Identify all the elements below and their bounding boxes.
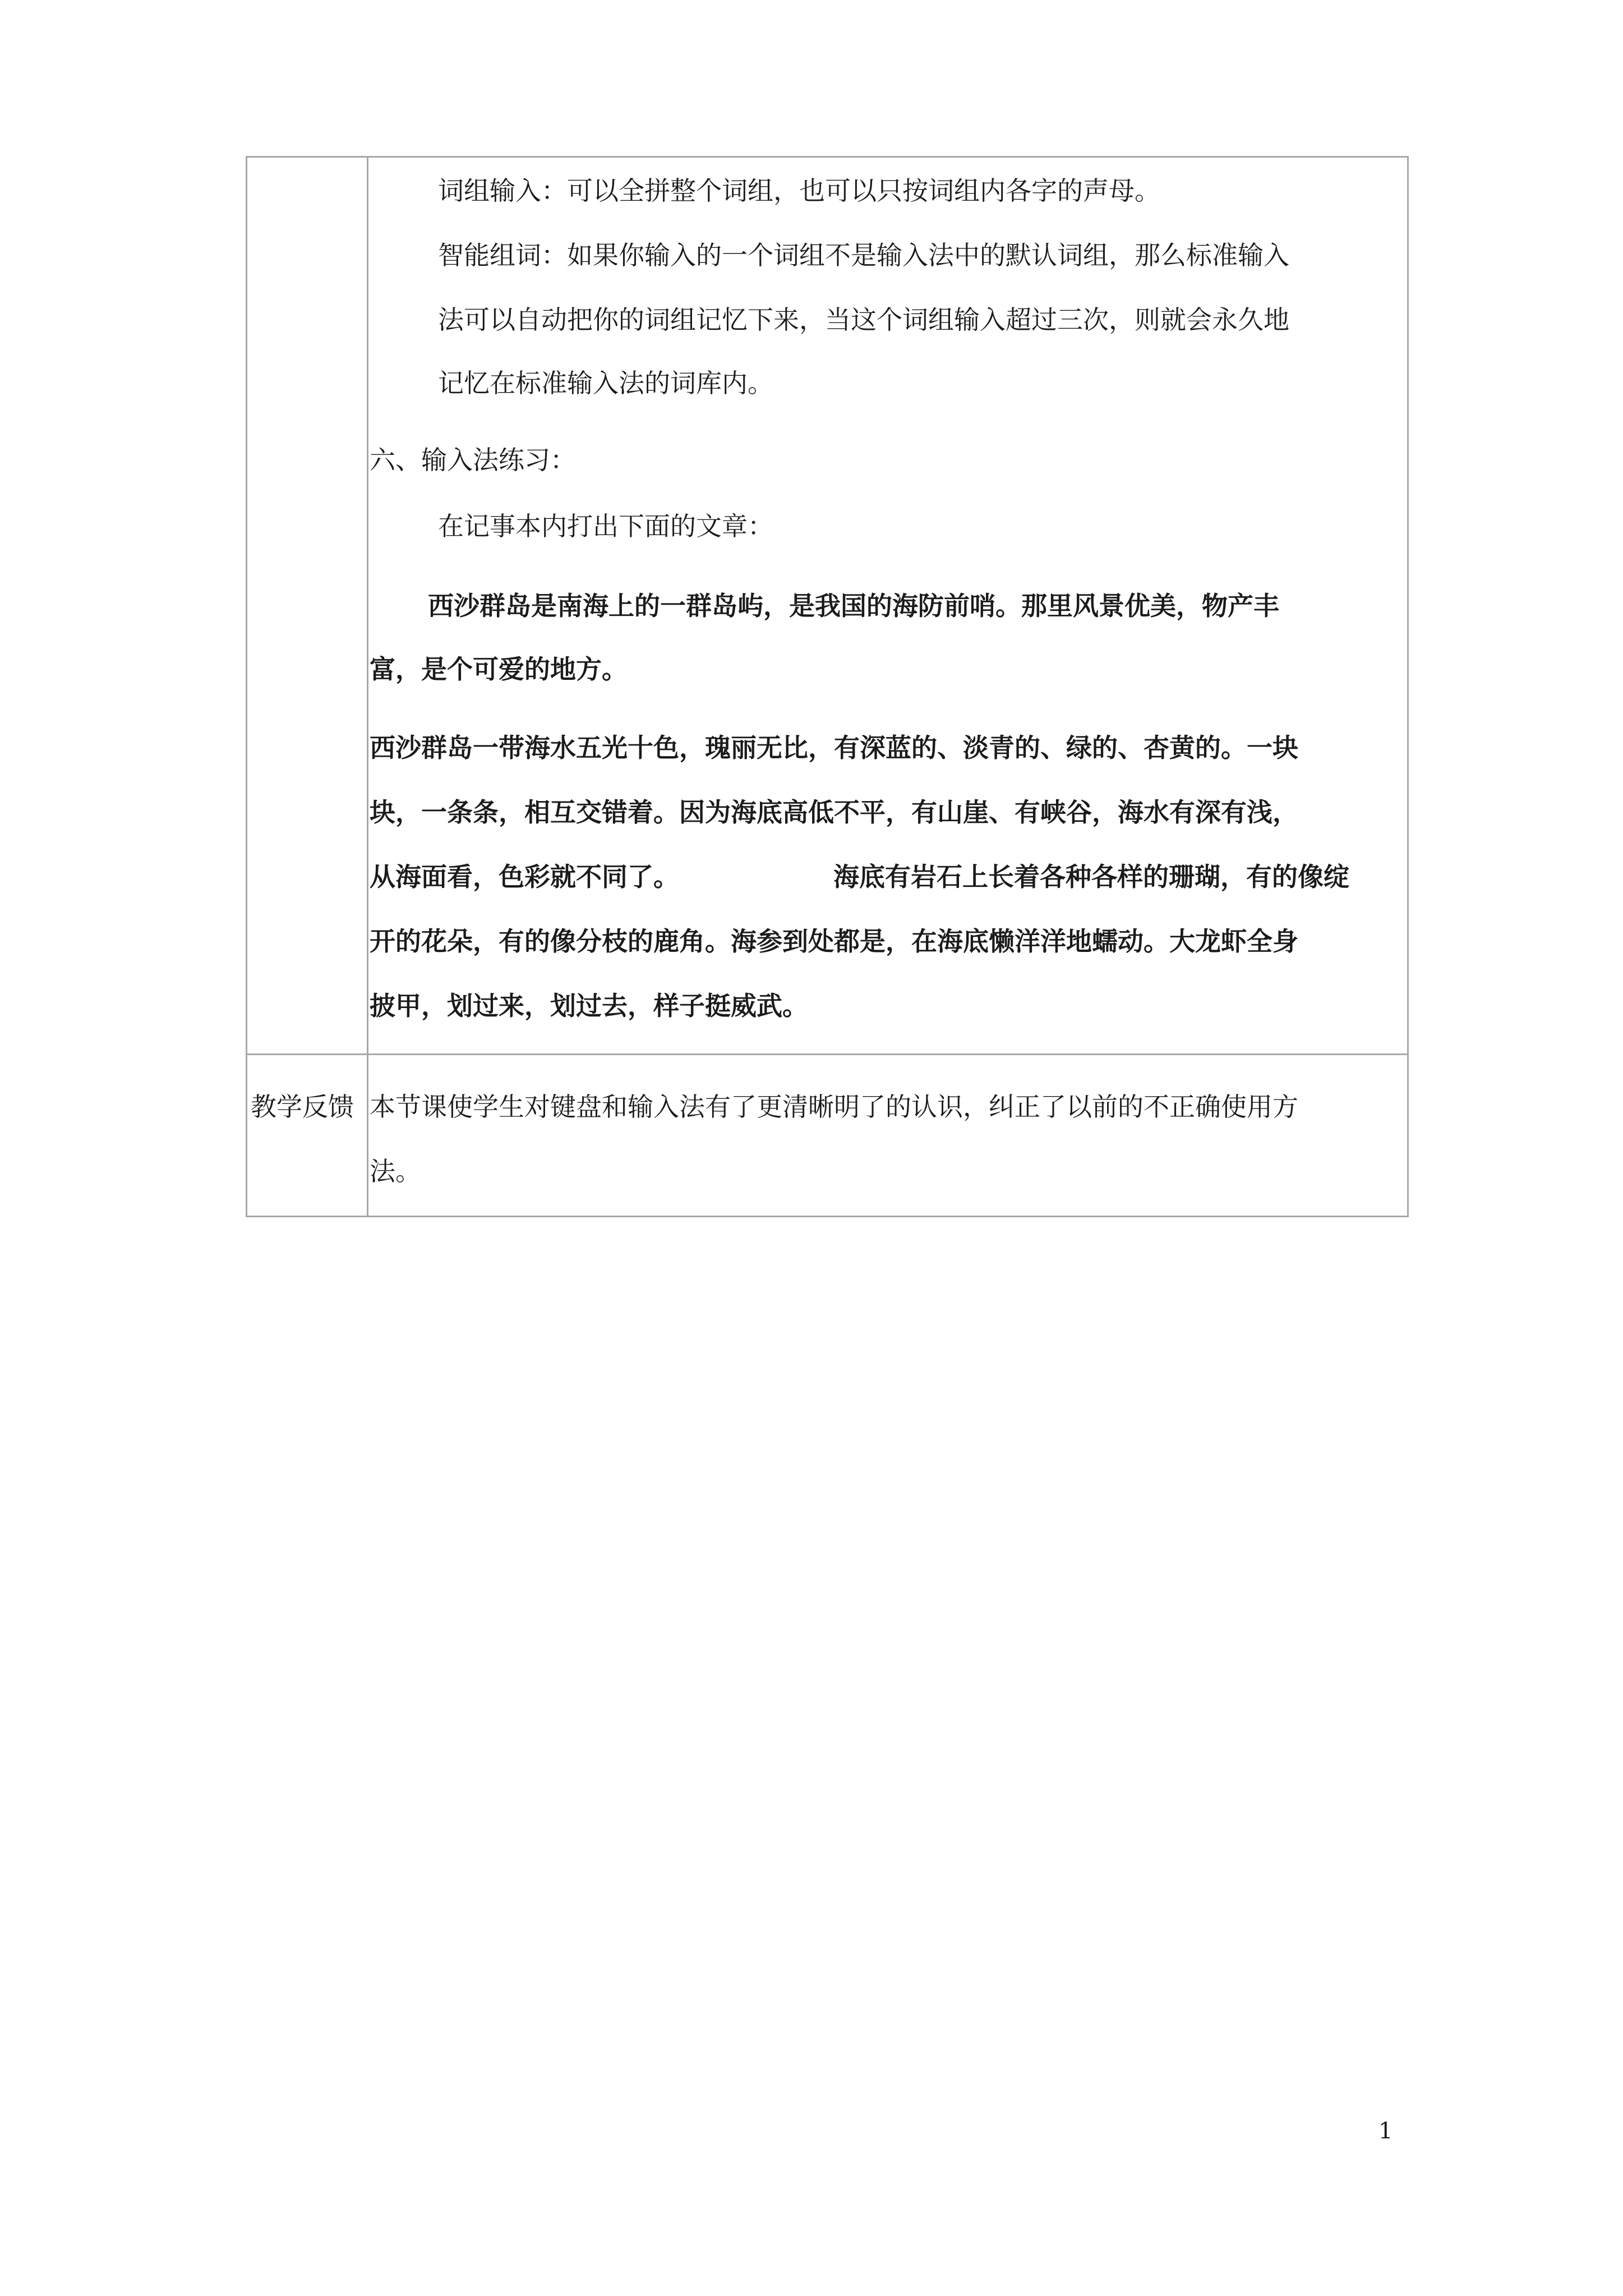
article-p2-line-5: 披甲，划过来，划过去，样子挺威武。 — [370, 991, 808, 1021]
row-divider — [247, 1053, 1407, 1055]
feedback-text-line-2: 法。 — [370, 1156, 421, 1186]
article-p2-line-3a: 从海面看，色彩就不同了。 — [370, 862, 679, 892]
feedback-text-line-1: 本节课使学生对键盘和输入法有了更清晰明了的认识，纠正了以前的不正确使用方 — [370, 1092, 1298, 1122]
smart-phrase-line-1: 智能组词：如果你输入的一个词组不是输入法中的默认词组，那么标准输入 — [438, 240, 1289, 270]
section-six-heading: 六、输入法练习： — [370, 445, 576, 475]
smart-phrase-line-2: 法可以自动把你的词组记忆下来，当这个词组输入超过三次，则就会永久地 — [438, 305, 1289, 335]
feedback-label: 教学反馈 — [251, 1092, 354, 1122]
article-p2-line-1: 西沙群岛一带海水五光十色，瑰丽无比，有深蓝的、淡青的、绿的、杏黄的。一块 — [370, 733, 1298, 763]
exercise-instruction: 在记事本内打出下面的文章： — [438, 511, 773, 541]
smart-phrase-line-3: 记忆在标准输入法的词库内。 — [438, 368, 773, 398]
page-number: 1 — [1378, 2118, 1393, 2144]
article-p2-line-2: 块，一条条，相互交错着。因为海底高低不平，有山崖、有峡谷，海水有深有浅， — [370, 797, 1298, 827]
column-divider — [367, 158, 368, 1216]
article-p1-line-1: 西沙群岛是南海上的一群岛屿，是我国的海防前哨。那里风景优美，物产丰 — [428, 591, 1279, 621]
article-p2-line-3b: 海底有岩石上长着各种各样的珊瑚，有的像绽 — [833, 862, 1349, 892]
article-p1-line-2: 富，是个可爱的地方。 — [370, 654, 628, 684]
article-p2-line-4: 开的花朵，有的像分枝的鹿角。海参到处都是，在海底懒洋洋地蠕动。大龙虾全身 — [370, 926, 1298, 956]
phrase-input-text: 词组输入：可以全拼整个词组，也可以只按词组内各字的声母。 — [438, 176, 1160, 206]
